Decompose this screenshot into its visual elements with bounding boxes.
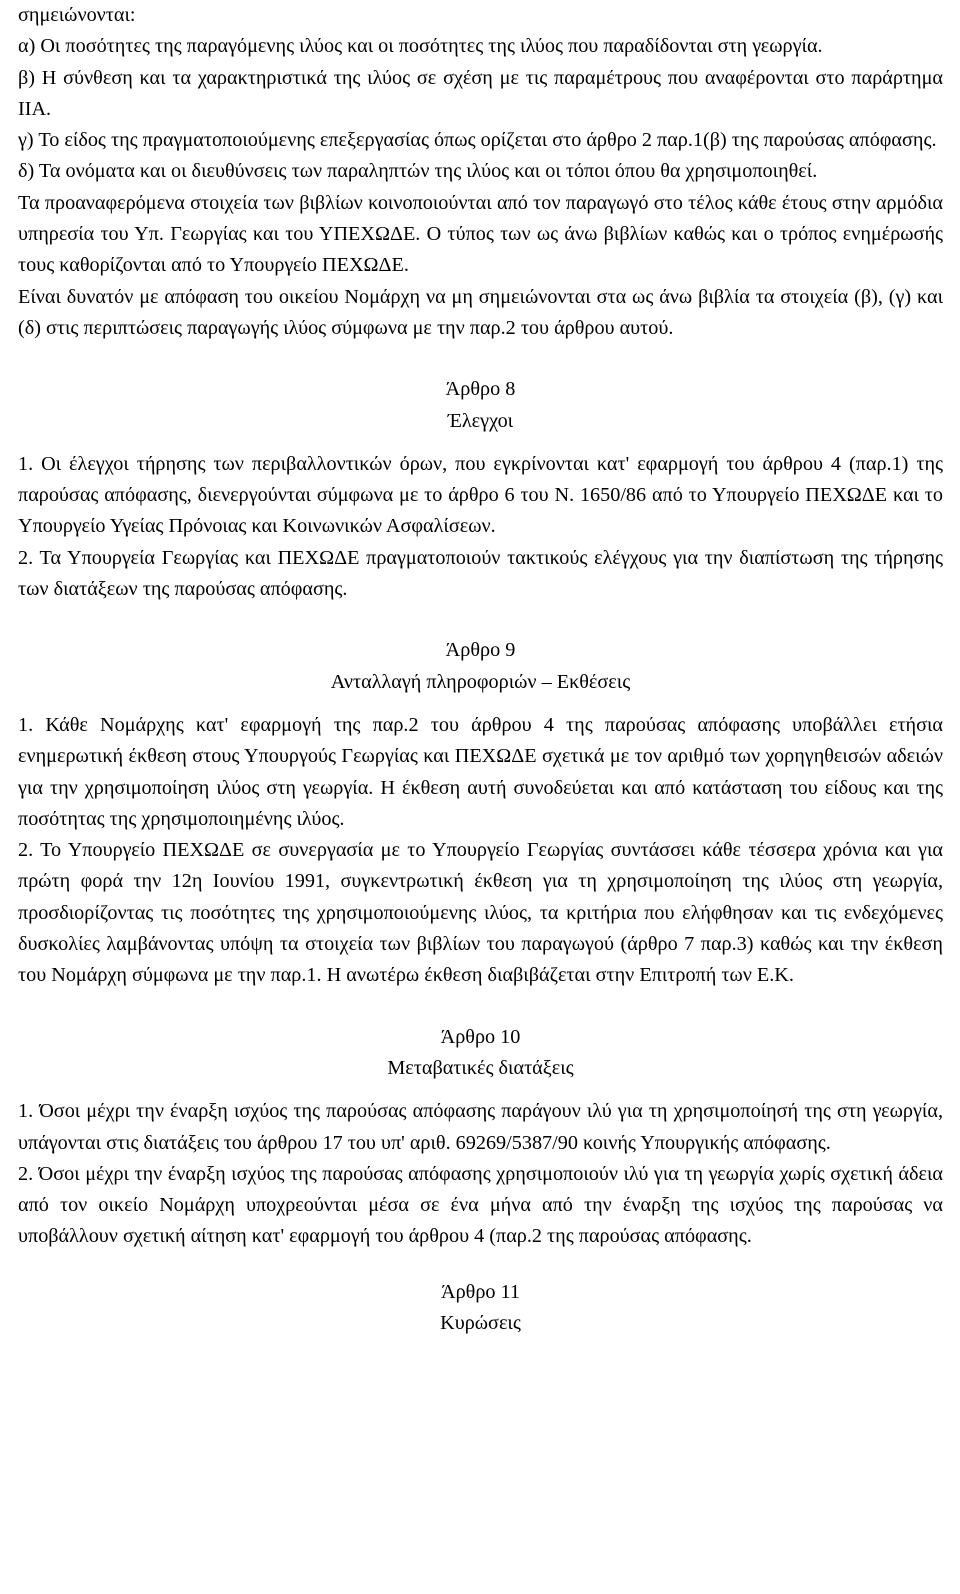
article-11-number: Άρθρο 11 — [441, 1280, 520, 1303]
article-10-title: Μεταβατικές διατάξεις — [387, 1056, 574, 1079]
intro-lead-line: σημειώνονται: — [18, 4, 136, 26]
spacer — [18, 1253, 943, 1277]
spacer — [18, 437, 943, 449]
article-8-title: Έλεγχοι — [447, 409, 514, 432]
spacer — [18, 992, 943, 1022]
intro-item-b: β) Η σύνθεση και τα χαρακτηριστικά της ιλύος σε σχέση με τις παραμέτρους που αναφέρονται στο παράρτημα ΙΙΑ. — [18, 66, 943, 120]
intro-paragraph-2: Είναι δυνατόν με απόφαση του οικείου Νομάρχη να μη σημειώνονται στα ως άνω βιβλία τα στοιχεία (β), (γ) και (δ) στις περιπτώσεις παραγωγής ιλύος σύμφωνα με την παρ.2 του άρθρου αυτού. — [18, 285, 943, 339]
intro-item-c: γ) Το είδος της πραγματοποιούμενης επεξεργασίας όπως ορίζεται στο άρθρο 2 παρ.1(β) της παρούσας απόφασης. — [18, 129, 937, 152]
article-10-paragraph-1: 1. Όσοι μέχρι την έναρξη ισχύος της παρούσας απόφασης παράγουν ιλύ για τη χρησιμοποίησή της στη γεωργία, υπάγονται στις διατάξεις του άρθρου 17 του υπ' αριθ. 69269/5387/90 κοινής Υπουργικής απόφασης. — [18, 1100, 943, 1154]
article-8-paragraph-2: 2. Τα Υπουργεία Γεωργίας και ΠΕΧΩΔΕ πραγματοποιούν τακτικούς ελέγχους για την διαπίστωση της τήρησης των διατάξεων της παρούσας απόφασης. — [18, 546, 943, 601]
article-11-title: Κυρώσεις — [440, 1311, 521, 1334]
spacer — [18, 344, 943, 374]
article-9-paragraph-1: 1. Κάθε Νομάρχης κατ' εφαρμογή της παρ.2 του άρθρου 4 της παρούσας απόφασης υποβάλλει ετήσια ενημερωτική έκθεση στους Υπουργούς Γεωργίας και ΠΕΧΩΔΕ σχετικά με τον αριθμό των χορηγηθεισών αδειών για την χρησιμοποίηση ιλύος στη γεωργία. Η έκθεση αυτή συνοδεύεται και από κατάσταση του είδους και της ποσότητας της χρησιμοποιημένης ιλύος. — [18, 713, 943, 830]
spacer — [18, 1084, 943, 1096]
article-9-title: Ανταλλαγή πληροφοριών – Εκθέσεις — [330, 670, 631, 693]
article-10-paragraph-2: 2. Όσοι μέχρι την έναρξη ισχύος της παρούσας απόφασης χρησιμοποιούν ιλύ για τη γεωργία χωρίς σχετική άδεια από τον οικείο Νομάρχη υποχρεούνται μέσα σε ένα μήνα από την έναρξη της ισχύος της παρούσας να υποβάλλουν σχετική αίτηση κατ' εφαρμογή του άρθρου 4 (παρ.2 της παρούσας απόφασης. — [18, 1162, 943, 1248]
article-8-number: Άρθρο 8 — [445, 378, 516, 401]
article-10-number: Άρθρο 10 — [440, 1025, 521, 1048]
intro-item-d: δ) Τα ονόματα και οι διευθύνσεις των παραληπτών της ιλύος και οι τόποι όπου θα χρησιμοποιηθεί. — [18, 160, 818, 183]
intro-paragraph-1: Τα προαναφερόμενα στοιχεία των βιβλίων κοινοποιούνται από τον παραγωγό στο τέλος κάθε έτους στην αρμόδια υπηρεσία του Υπ. Γεωργίας και του ΥΠΕΧΩΔΕ. Ο τύπος των ως άνω βιβλίων καθώς και ο τρόπος ενημέρωσής τους καθορίζονται από το Υπουργείο ΠΕΧΩΔΕ. — [18, 191, 943, 277]
intro-item-a: α) Οι ποσότητες της παραγόμενης ιλύος και οι ποσότητες της ιλύος που παραδίδονται στη γεωργία. — [18, 35, 823, 58]
spacer — [18, 605, 943, 635]
article-9-paragraph-2: 2. Το Υπουργείο ΠΕΧΩΔΕ σε συνεργασία με το Υπουργείο Γεωργίας συντάσσει κάθε τέσσερα χρόνια και για πρώτη φορά την 12η Ιουνίου 1991, συγκεντρωτική έκθεση για τη χρησιμοποίηση της ιλύος στη γεωργία, προσδιορίζοντας τις ποσότητες της χρησιμοποιούμενης ιλύος, τα κριτήρια που ελήφθησαν και τις ενδεχόμενες δυσκολίες λαμβάνοντας υπόψη τα στοιχεία των βιβλίων του παραγωγού (άρθρο 7 παρ.3) καθώς και την έκθεση του Νομάρχη σύμφωνα με την παρ.1. Η ανωτέρω έκθεση διαβιβάζεται στην Επιτροπή των Ε.Κ. — [18, 839, 943, 987]
article-9-number: Άρθρο 9 — [445, 639, 516, 662]
spacer — [18, 698, 943, 710]
article-8-paragraph-1: 1. Οι έλεγχοι τήρησης των περιβαλλοντικών όρων, που εγκρίνονται κατ' εφαρμογή του άρθρου 4 (παρ.1) της παρούσας απόφασης, διενεργούνται σύμφωνα με το άρθρο 6 του Ν. 1650/86 από το Υπουργείο ΠΕΧΩΔΕ και το Υπουργείο Υγείας Πρόνοιας και Κοινωνικών Ασφαλίσεων. — [18, 452, 943, 538]
